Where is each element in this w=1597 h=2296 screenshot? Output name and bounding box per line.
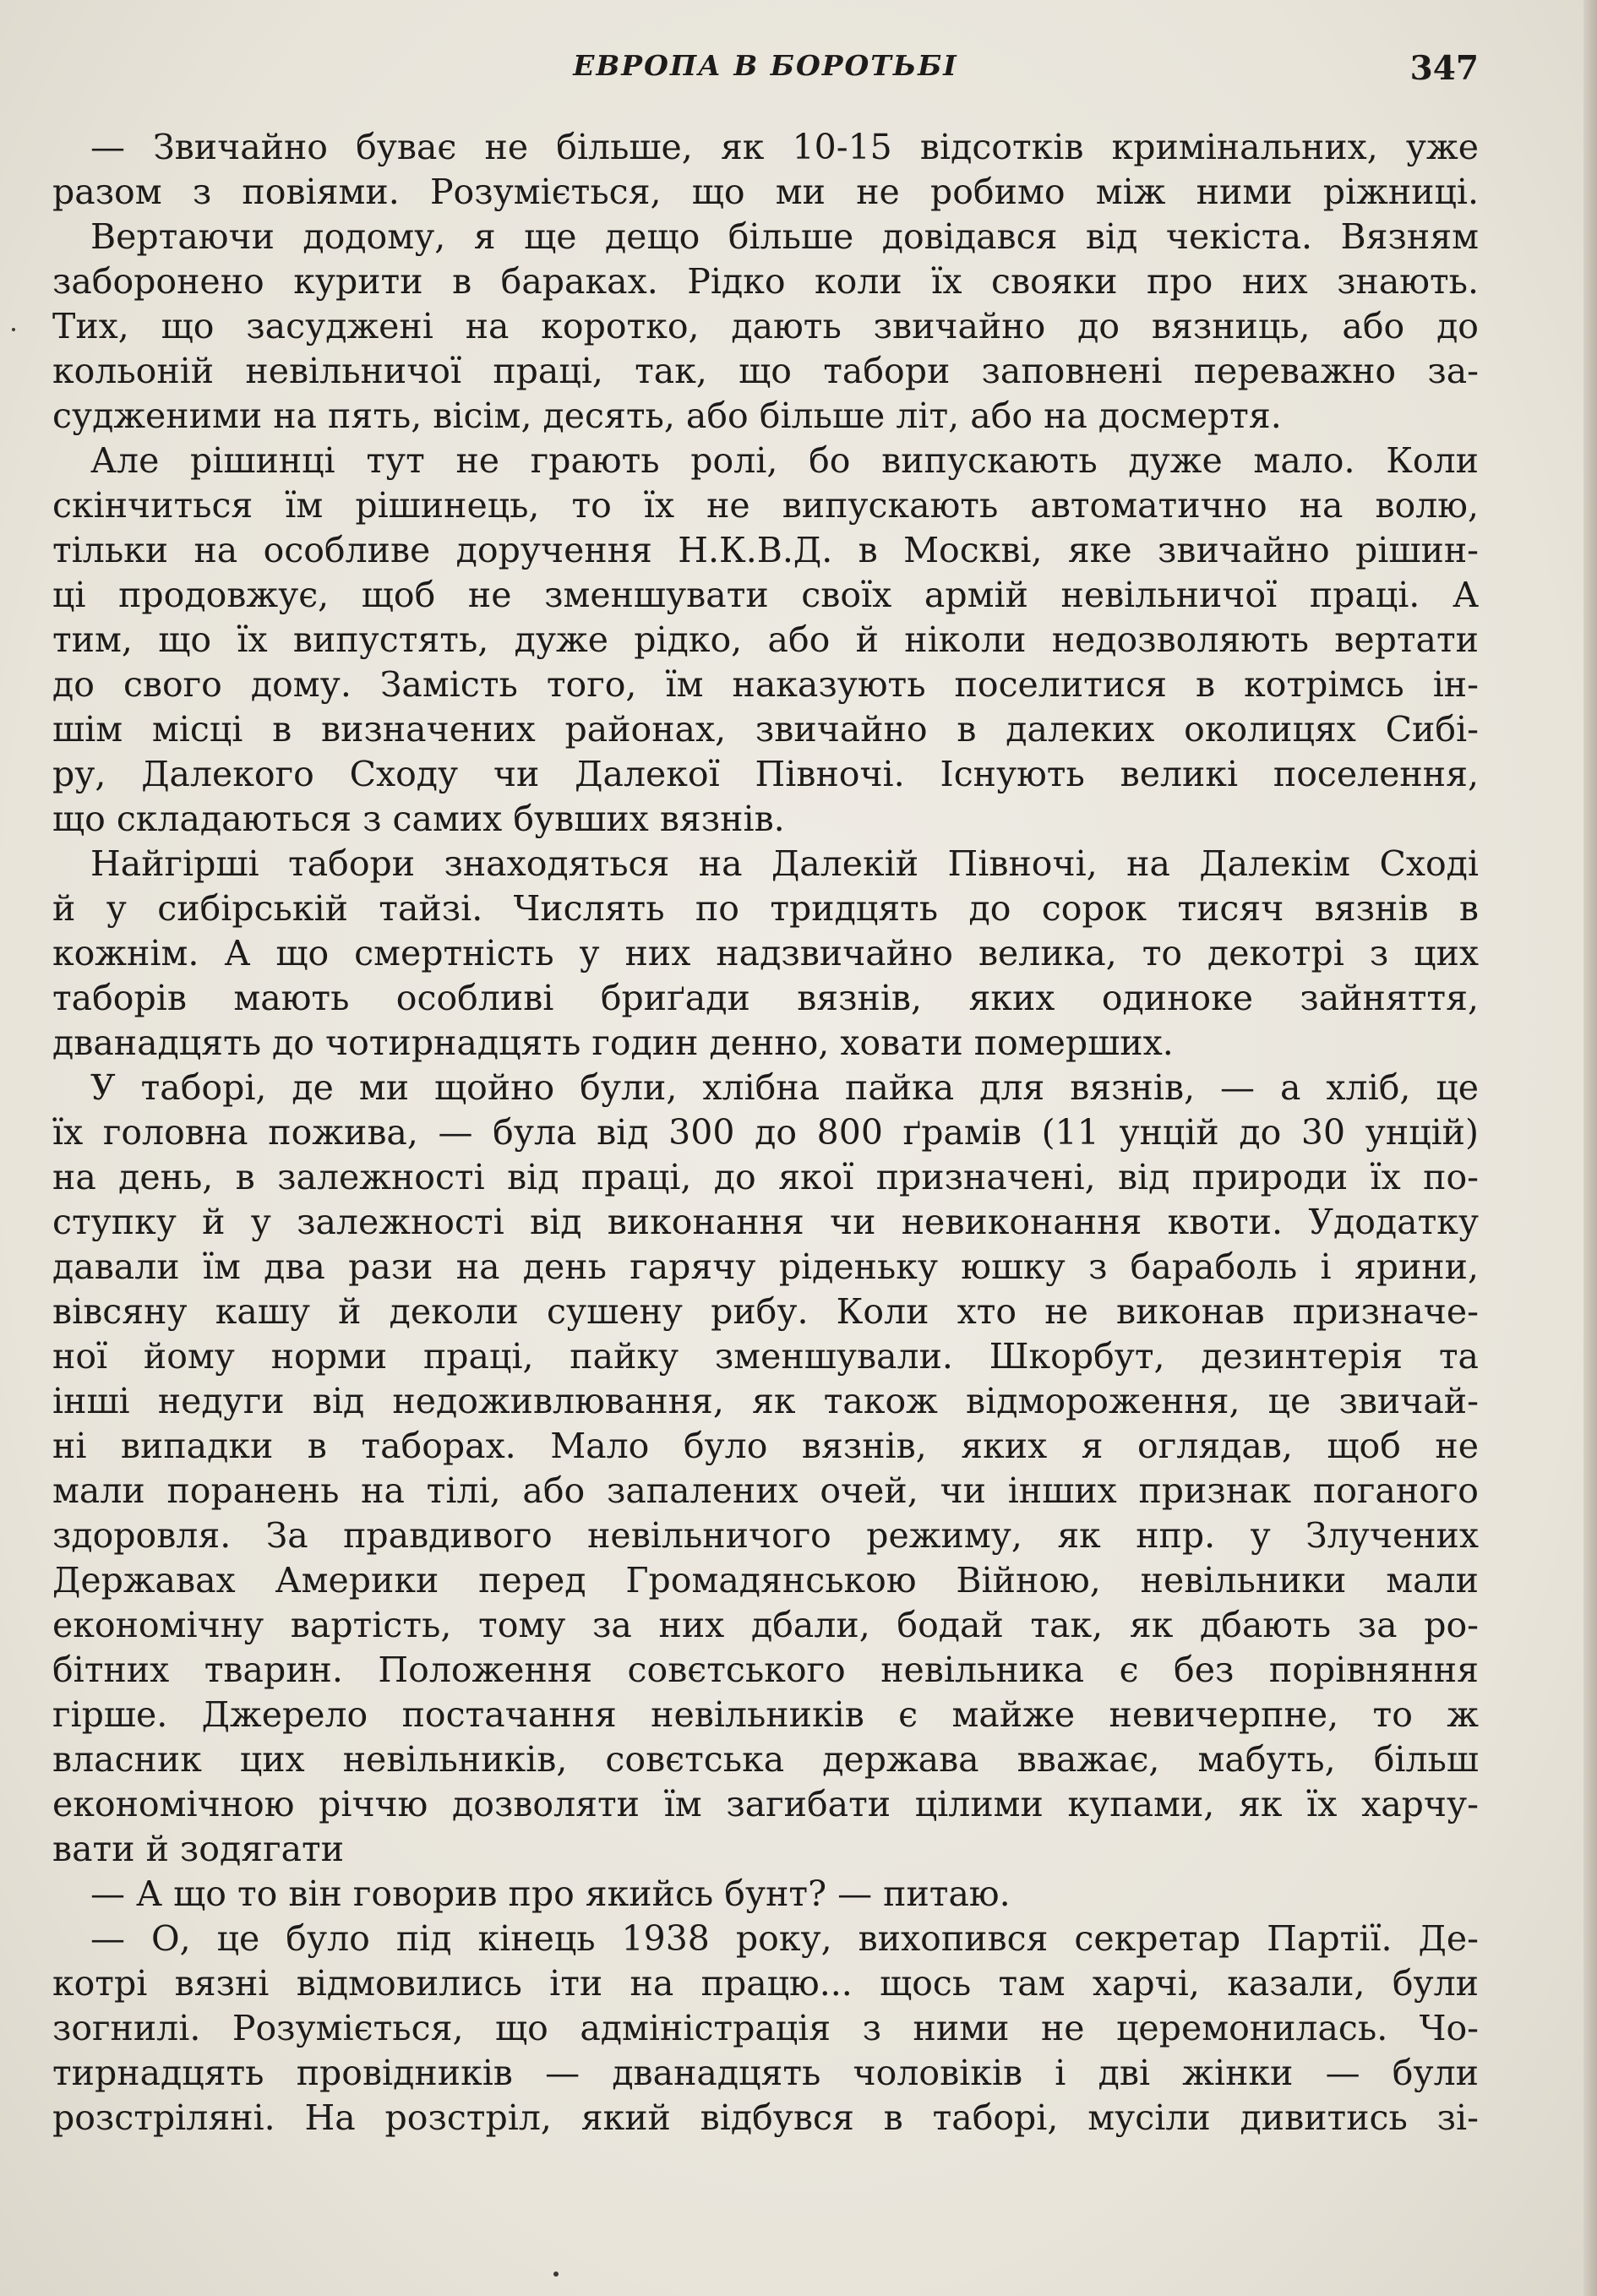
text-line: що складаються з самих бувших вязнів. [52, 799, 785, 839]
text-line: Тих, що засуджені на коротко, дають звичайно до вязниць, або до [52, 306, 1479, 346]
text-line: здоровля. За правдивого невільничого режиму, як нпр. у Злучених [52, 1515, 1479, 1556]
text-line: Державах Америки перед Громадянською Війною, невільники мали [52, 1560, 1479, 1601]
text-line: тирнадцять провідників — дванадцять чоловіків і дві жінки — були [52, 2053, 1479, 2093]
text-line: заборонено курити в бараках. Рідко коли їх свояки про них знають. [52, 261, 1479, 302]
text-line: до свого дому. Замість того, їм наказують поселитися в котрімсь ін- [52, 664, 1479, 705]
text-line: ної йому норми праці, пайку зменшували. Шкорбут, дезинтерія та [52, 1336, 1479, 1377]
text-line: разом з повіями. Розуміється, що ми не робимо між ними ріжниці. [52, 172, 1479, 212]
text-line: котрі вязні відмовились іти на працю... щось там харчі, казали, були [52, 1963, 1479, 2004]
text-line: власник цих невільників, совєтська держава вважає, мабуть, більш [52, 1739, 1479, 1780]
text-line: розстріляні. На розстріл, який відбувся в таборі, мусіли дивитись зі- [52, 2097, 1479, 2138]
text-line: — Звичайно буває не більше, як 10-15 відсотків кримінальних, уже [90, 127, 1479, 167]
text-line: економічну вартість, тому за них дбали, бодай так, як дбають за ро- [52, 1605, 1479, 1645]
ink-speck [553, 2271, 559, 2277]
text-line: кольоній невільничої праці, так, що табори заповнені переважно за- [52, 351, 1479, 391]
text-line: й у сибірській тайзі. Числять по тридцять до сорок тисяч вязнів в [52, 888, 1479, 929]
text-line: У таборі, де ми щойно були, хлібна пайка для вязнів, — а хліб, це [90, 1067, 1479, 1108]
text-line: судженими на пять, вісім, десять, або більше літ, або на досмертя. [52, 395, 1282, 436]
page-number: 347 [1409, 49, 1479, 88]
text-line: їх головна пожива, — була від 300 до 800 ґрамів (11 унцій до 30 унцій) [52, 1112, 1479, 1153]
text-line: — О, це було під кінець 1938 року, вихопився секретар Партії. Де- [90, 1918, 1479, 1959]
text-line: зогнилі. Розуміється, що адміністрація з ними не церемонилась. Чо- [52, 2008, 1479, 2048]
body-text [52, 125, 1479, 2141]
text-line: інші недуги від недоживлювання, як також відмороження, це звичай- [52, 1381, 1479, 1421]
text-line: Вертаючи додому, я ще дещо більше довідався від чекіста. Вязням [90, 216, 1479, 257]
running-title: ЕВРОПА В БОРОТЬБІ [573, 49, 958, 82]
running-header [52, 49, 1479, 100]
text-line: дванадцять до чотирнадцять годин денно, ховати померших. [52, 1023, 1174, 1063]
text-line: на день, в залежності від праці, до якої призначені, від природи їх по- [52, 1157, 1479, 1197]
text-line: бітних тварин. Положення совєтського невільника є без порівняння [52, 1650, 1479, 1690]
text-line: таборів мають особливі бриґади вязнів, яких одиноке зайняття, [52, 978, 1479, 1018]
text-line: вати й зодягати [52, 1829, 345, 1869]
text-line: вівсяну кашу й деколи сушену рибу. Коли хто не виконав призначе- [52, 1291, 1479, 1332]
text-line: тільки на особливе доручення Н.К.В.Д. в Москві, яке звичайно рішин- [52, 530, 1479, 570]
text-line: Але рішинці тут не грають ролі, бо випускають дуже мало. Коли [90, 440, 1479, 481]
text-line: шім місці в визначених районах, звичайно в далеких околицях Сибі- [52, 709, 1479, 750]
text-line: — А що то він говорив про якийсь бунт? — питаю. [90, 1873, 1011, 1914]
text-line: Найгірші табори знаходяться на Далекій Півночі, на Далекім Сході [90, 843, 1479, 884]
page-edge-shadow [1583, 0, 1597, 2296]
text-line: скінчиться їм рішинець, то їх не випускають автоматично на волю, [52, 485, 1479, 526]
text-line: ні випадки в таборах. Мало було вязнів, яких я оглядав, щоб не [52, 1426, 1479, 1466]
text-line: кожнім. А що смертність у них надзвичайно велика, то декотрі з цих [52, 933, 1479, 973]
ink-speck [12, 328, 15, 331]
text-line: мали поранень на тілі, або запалених очей, чи інших признак поганого [52, 1470, 1479, 1511]
text-line: ці продовжує, щоб не зменшувати своїх армій невільничої праці. А [52, 575, 1479, 615]
text-line: ступку й у залежності від виконання чи невиконання квоти. Удодатку [52, 1202, 1479, 1242]
text-line: економічною річчю дозволяти їм загибати цілими купами, як їх харчу- [52, 1784, 1479, 1824]
text-line: тим, що їх випустять, дуже рідко, або й ніколи недозволяють вертати [52, 619, 1479, 660]
text-line: давали їм два рази на день гарячу ріденьку юшку з бараболь і ярини, [52, 1246, 1479, 1287]
text-line: ру, Далекого Сходу чи Далекої Півночі. Існують великі поселення, [52, 754, 1479, 794]
text-line: гірше. Джерело постачання невільників є майже невичерпне, то ж [52, 1694, 1479, 1735]
